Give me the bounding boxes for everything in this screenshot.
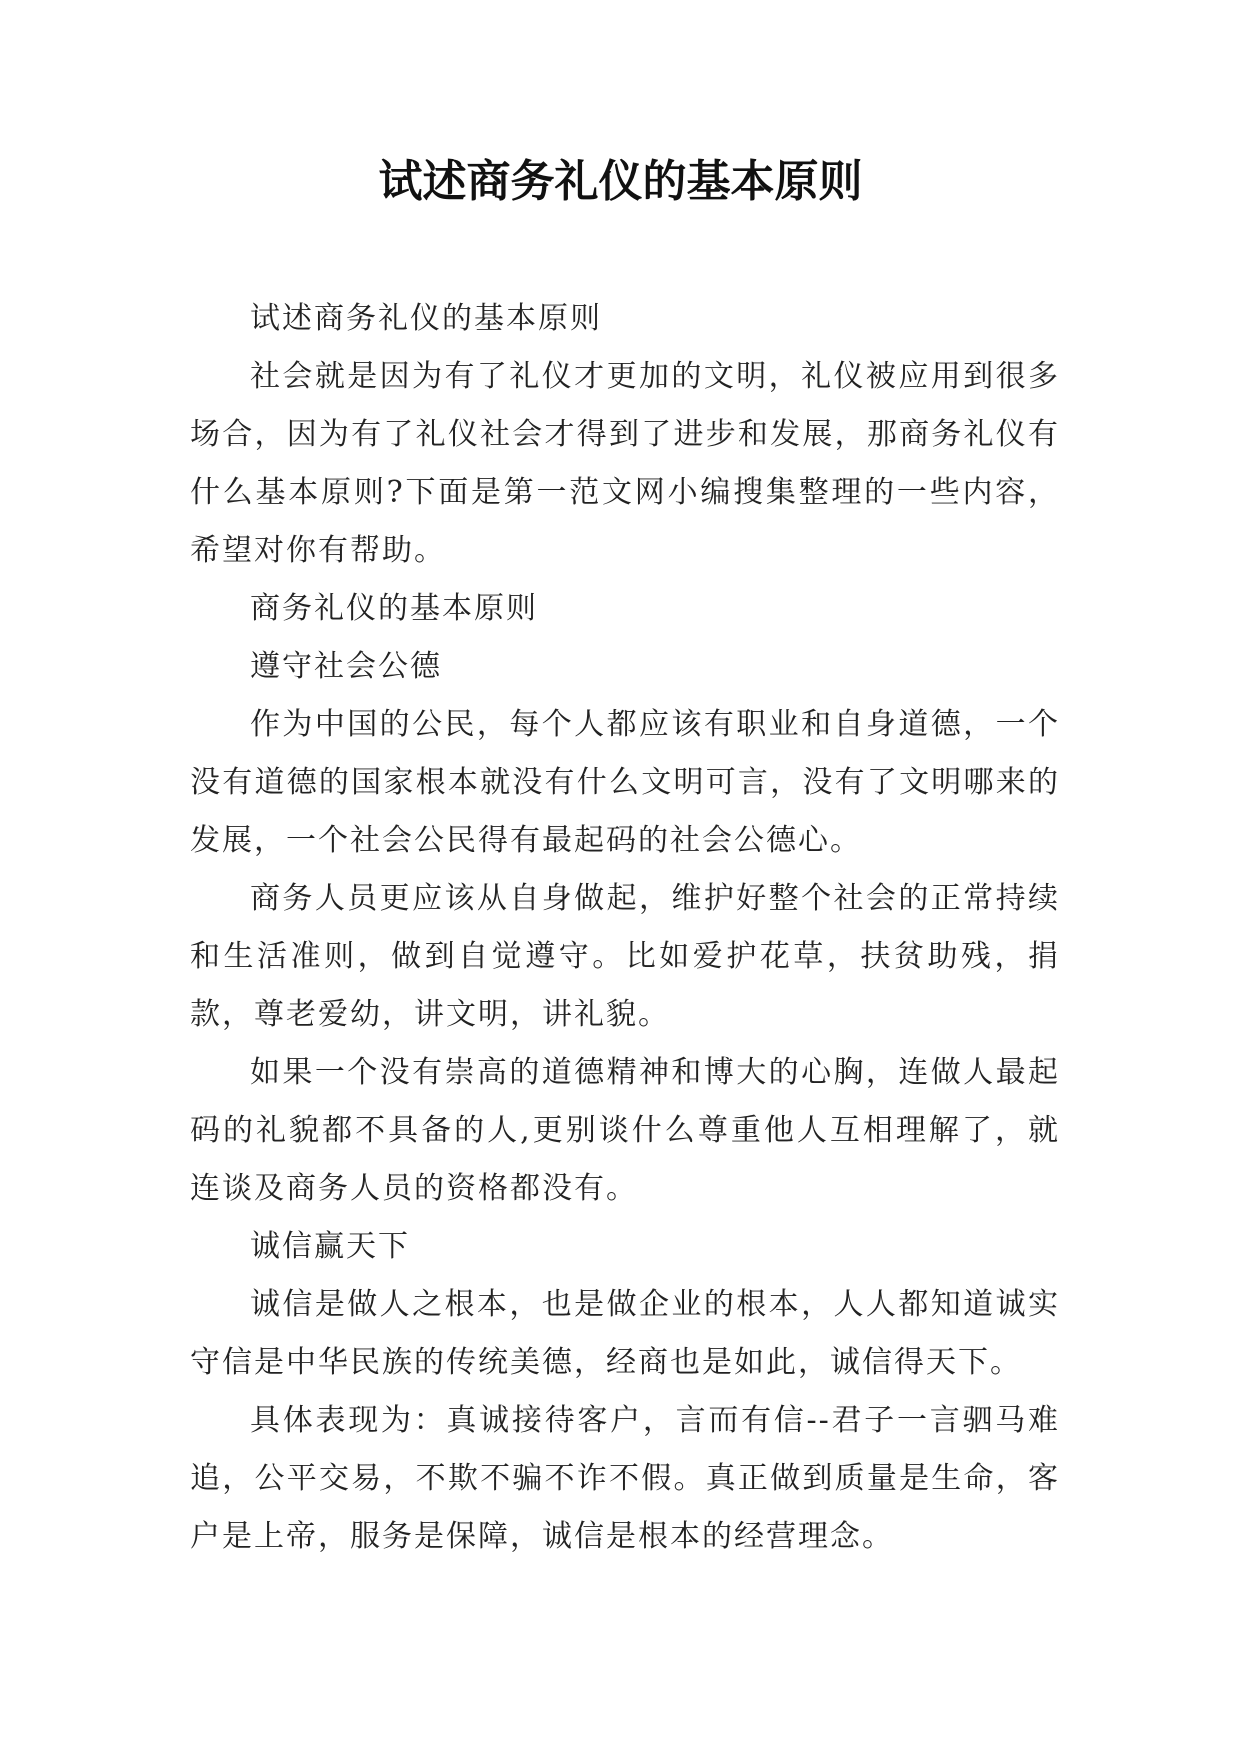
paragraph-integrity-basis: 诚信是做人之根本，也是做企业的根本，人人都知道诚实守信是中华民族的传统美德，经商也是如此，诚信得天下。 [190, 1287, 1060, 1380]
paragraph-business-staff: 商务人员更应该从自身做起，维护好整个社会的正常持续和生活准则，做到自觉遵守。比如爱护花草，扶贫助残，捐款，尊老爱幼，讲文明，讲礼貌。 [190, 881, 1060, 1032]
section-heading-basic-principles: 商务礼仪的基本原则 [250, 591, 538, 626]
document-title: 试述商务礼仪的基本原则 [378, 156, 863, 207]
paragraph-integrity-practice: 具体表现为：真诚接待客户，言而有信--君子一言驷马难追，公平交易，不欺不骗不诈不假。真正做到质量是生命，客户是上帝，服务是保障，诚信是根本的经营理念。 [190, 1403, 1060, 1554]
section-heading-social-morality: 遵守社会公德 [250, 649, 442, 684]
document-body [190, 290, 1060, 1566]
paragraph-subtitle: 试述商务礼仪的基本原则 [250, 301, 602, 336]
paragraph-intro: 社会就是因为有了礼仪才更加的文明，礼仪被应用到很多场合，因为有了礼仪社会才得到了进步和发展，那商务礼仪有什么基本原则?下面是第一范文网小编搜集整理的一些内容，希望对你有帮助。 [190, 359, 1060, 568]
section-heading-integrity: 诚信赢天下 [250, 1229, 410, 1264]
paragraph-noble-spirit: 如果一个没有崇高的道德精神和博大的心胸，连做人最起码的礼貌都不具备的人,更别谈什么尊重他人互相理解了，就连谈及商务人员的资格都没有。 [190, 1055, 1060, 1206]
paragraph-citizen-morality: 作为中国的公民，每个人都应该有职业和自身道德，一个没有道德的国家根本就没有什么文明可言，没有了文明哪来的发展，一个社会公民得有最起码的社会公德心。 [190, 707, 1060, 858]
